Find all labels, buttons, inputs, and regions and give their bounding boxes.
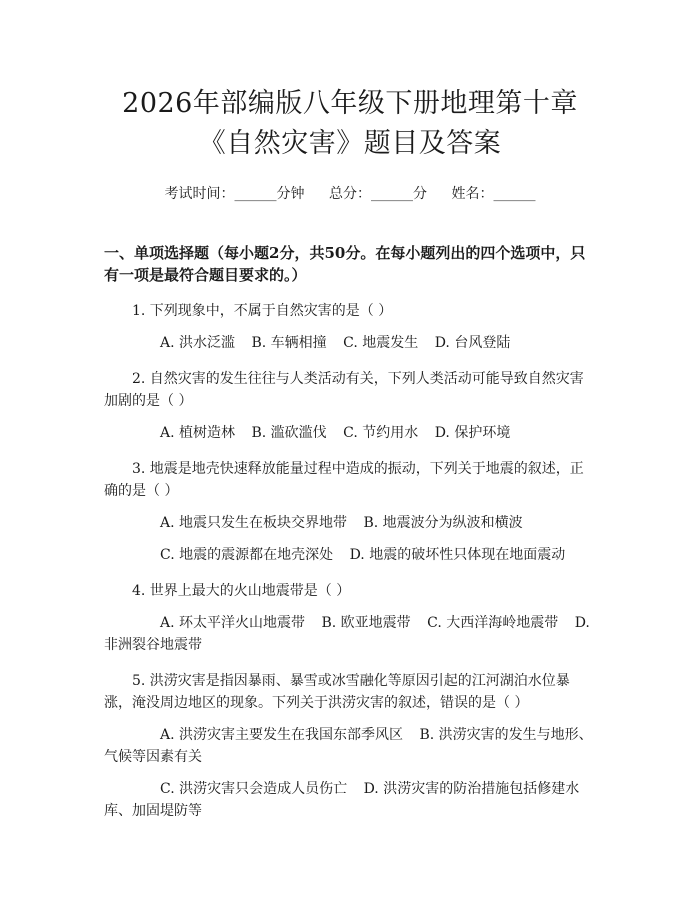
question-options bbox=[104, 612, 596, 656]
option: C. 大西洋海岭地震带 bbox=[427, 615, 559, 631]
question-options bbox=[104, 422, 596, 444]
option: D. 保护环境 bbox=[434, 425, 511, 441]
option: B. 洪涝灾害的发生与地形、气候等因素有关 bbox=[104, 727, 593, 765]
option: A. 洪涝灾害主要发生在我国东部季风区 bbox=[160, 727, 404, 743]
question-stem: 3. 地震是地壳快速释放能量过程中造成的振动，下列关于地震的叙述，正确的是（ ） bbox=[104, 461, 584, 499]
exam-score: 总分：______分 bbox=[329, 186, 427, 202]
option: A. 洪水泛滥 bbox=[160, 335, 236, 351]
option: B. 车辆相撞 bbox=[251, 335, 327, 351]
option: D. 洪涝灾害的防治措施包括修建水库、加固堤防等 bbox=[104, 781, 580, 819]
option: A. 植树造林 bbox=[160, 425, 236, 441]
question-options bbox=[104, 724, 596, 768]
option: C. 洪涝灾害只会造成人员伤亡 bbox=[160, 781, 348, 797]
exam-time: 考试时间：______分钟 bbox=[164, 186, 305, 202]
question-stem: 4. 世界上最大的火山地震带是（ ） bbox=[132, 583, 351, 599]
option: A. 环太平洋火山地震带 bbox=[160, 615, 306, 631]
question-options bbox=[104, 332, 596, 354]
option: B. 欧亚地震带 bbox=[321, 615, 411, 631]
option: C. 节约用水 bbox=[343, 425, 419, 441]
option: D. 地震的破坏性只体现在地面震动 bbox=[349, 547, 566, 563]
document-title: 2026年部编版八年级下册地理第十章《自然灾害》题目及答案 bbox=[122, 88, 578, 159]
option: B. 地震波分为纵波和横波 bbox=[363, 515, 523, 531]
option: C. 地震发生 bbox=[343, 335, 419, 351]
question-options bbox=[104, 512, 596, 534]
exam-name: 姓名：______ bbox=[451, 186, 536, 202]
exam-meta bbox=[104, 184, 596, 204]
question-options bbox=[104, 544, 596, 566]
option: B. 滥砍滥伐 bbox=[251, 425, 327, 441]
option: A. 地震只发生在板块交界地带 bbox=[160, 515, 348, 531]
question-stem: 5. 洪涝灾害是指因暴雨、暴雪或冰雪融化等原因引起的江河湖泊水位暴涨，淹没周边地区的现象。下列关于洪涝灾害的叙述，错误的是（ ） bbox=[104, 673, 570, 711]
section-heading: 一、单项选择题（每小题2分，共50分。在每小题列出的四个选项中，只有一项是最符合题目要求的。） bbox=[104, 244, 586, 284]
question-stem: 1. 下列现象中，不属于自然灾害的是（ ） bbox=[132, 303, 393, 319]
option: D. 非洲裂谷地震带 bbox=[104, 615, 590, 653]
question-stem: 2. 自然灾害的发生往往与人类活动有关，下列人类活动可能导致自然灾害加剧的是（ ） bbox=[104, 371, 584, 409]
question-options bbox=[104, 778, 596, 822]
option: C. 地震的震源都在地壳深处 bbox=[160, 547, 334, 563]
option: D. 台风登陆 bbox=[434, 335, 511, 351]
